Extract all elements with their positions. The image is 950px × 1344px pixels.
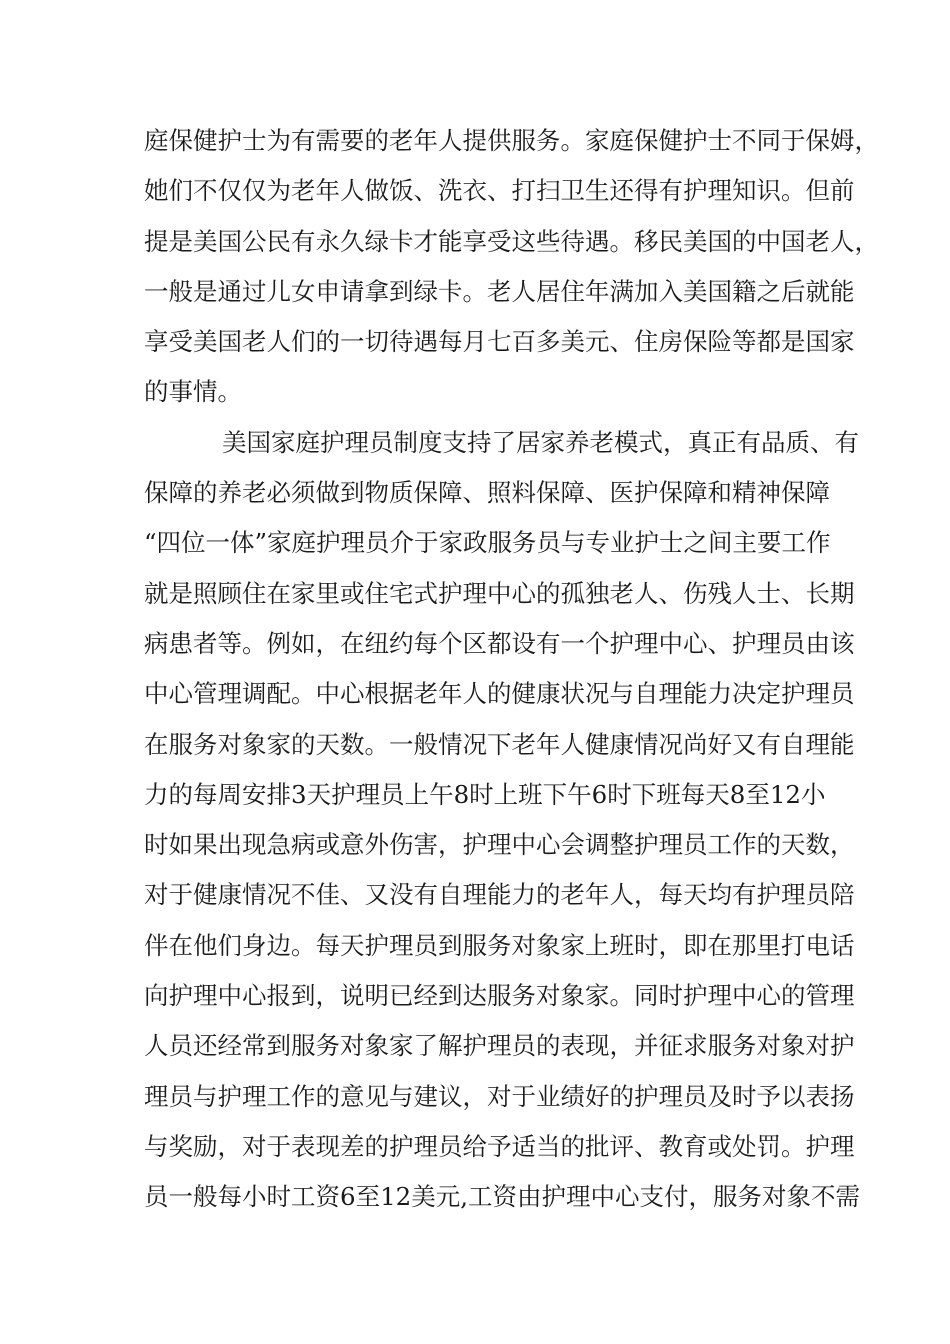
- paragraph-first-line: 美国家庭护理员制度支持了居家养老模式，真正有品质、有: [222, 427, 859, 457]
- text-line: 伴在他们身边。每天护理员到服务对象家上班时，即在那里打电话: [144, 930, 855, 960]
- text-line: 人员还经常到服务对象家了解护理员的表现，并征求服务对象对护: [144, 1031, 855, 1061]
- text-line: 员一般每小时工资6至12美元,工资由护理中心支付，服务对象不需: [144, 1182, 861, 1212]
- body-text: [144, 116, 879, 1223]
- text-line: 一般是通过儿女申请拿到绿卡。老人居住年满加入美国籍之后就能: [144, 276, 855, 306]
- text-line: 力的每周安排3天护理员上午8时上班下午6时下班每天8至12小: [144, 779, 826, 809]
- text-line: 就是照顾住在家里或住宅式护理中心的孤独老人、伤残人士、长期: [144, 578, 855, 608]
- text-line: 理员与护理工作的意见与建议，对于业绩好的护理员及时予以表扬: [144, 1081, 855, 1111]
- text-line: 的事情。: [144, 377, 242, 407]
- text-line: 中心管理调配。中心根据老年人的健康状况与自理能力决定护理员: [144, 679, 855, 709]
- text-line: 与奖励，对于表现差的护理员给予适当的批评、教育或处罚。护理: [144, 1131, 855, 1161]
- text-line: 病患者等。例如，在纽约每个区都设有一个护理中心、护理员由该: [144, 628, 855, 658]
- text-line: 在服务对象家的天数。一般情况下老年人健康情况尚好又有自理能: [144, 729, 855, 759]
- text-line: 享受美国老人们的一切待遇每月七百多美元、住房保险等都是国家: [144, 327, 855, 357]
- text-line: 提是美国公民有永久绿卡才能享受这些待遇。移民美国的中国老人，: [144, 226, 879, 256]
- text-line: 向护理中心报到，说明已经到达服务对象家。同时护理中心的管理: [144, 981, 855, 1011]
- text-line: 她们不仅仅为老年人做饭、洗衣、打扫卫生还得有护理知识。但前: [144, 176, 855, 206]
- text-line: 对于健康情况不佳、又没有自理能力的老年人，每天均有护理员陪: [144, 880, 855, 910]
- text-line: 时如果出现急病或意外伤害，护理中心会调整护理员工作的天数，: [144, 830, 855, 860]
- text-line: “四位一体”家庭护理员介于家政服务员与专业护士之间主要工作: [144, 528, 831, 558]
- text-line: 保障的养老必须做到物质保障、照料保障、医护保障和精神保障: [144, 478, 830, 508]
- text-line: 庭保健护士为有需要的老年人提供服务。家庭保健护士不同于保姆，: [144, 126, 879, 155]
